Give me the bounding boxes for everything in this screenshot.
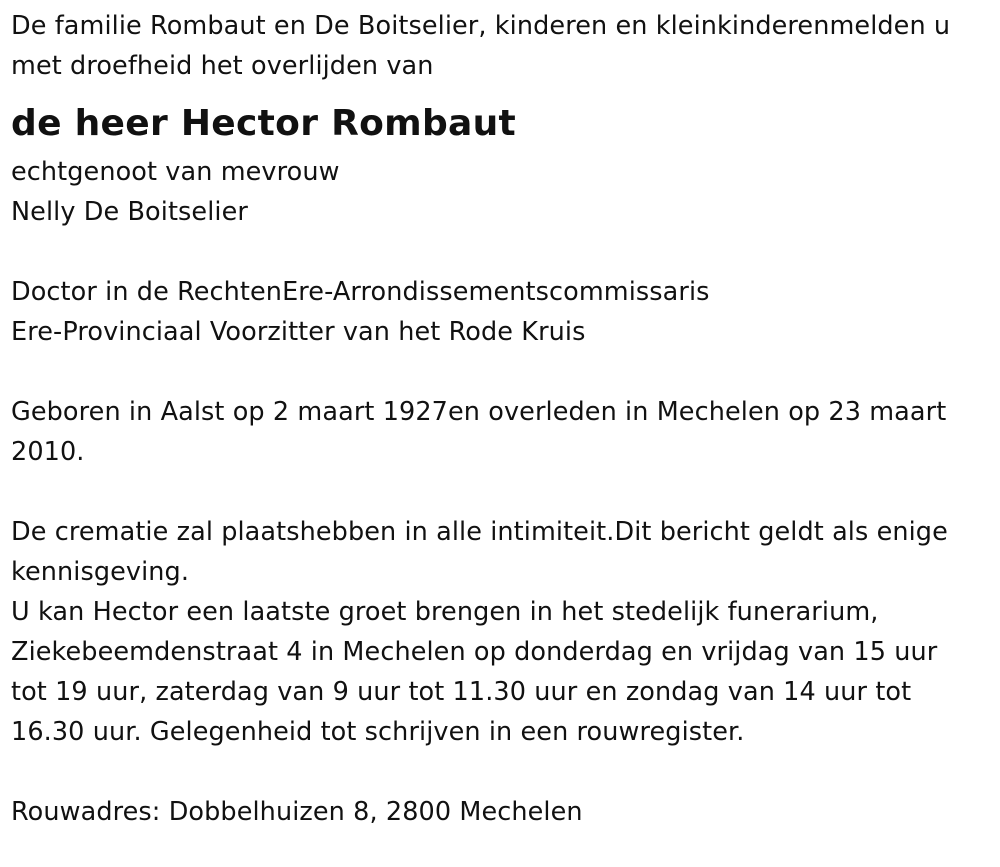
ceremony-line: 16.30 uur. Gelegenheid tot schrijven in een rouwregister. (11, 717, 745, 747)
ceremony-line: Ziekebeemdenstraat 4 in Mechelen op donderdag en vrijdag van 15 uur (11, 637, 938, 667)
obituary-notice (11, 6, 991, 832)
ceremony-line: kennisgeving. (11, 557, 190, 587)
title-line: Doctor in de RechtenEre-Arrondissementscommissaris (11, 277, 710, 307)
spacer (11, 752, 991, 792)
birth-death-line: 2010. (11, 437, 85, 467)
spacer (11, 352, 991, 392)
spouse-line: echtgenoot van mevrouw (11, 157, 340, 187)
spacer (11, 472, 991, 512)
intro-line: met droefheid het overlijden van (11, 51, 434, 81)
ceremony-line: De crematie zal plaatshebben in alle intimiteit.Dit bericht geldt als enige (11, 517, 948, 547)
intro-text (11, 6, 991, 86)
mourning-address: Rouwadres: Dobbelhuizen 8, 2800 Mechelen (11, 797, 583, 827)
birth-death-text (11, 392, 991, 472)
deceased-name: de heer Hector Rombaut (11, 103, 517, 144)
ceremony-line: tot 19 uur, zaterdag van 9 uur tot 11.30 uur en zondag van 14 uur tot (11, 677, 912, 707)
birth-death-line: Geboren in Aalst op 2 maart 1927en overleden in Mechelen op 23 maart (11, 397, 947, 427)
ceremony-line: U kan Hector een laatste groet brengen in het stedelijk funerarium, (11, 597, 879, 627)
titles-text (11, 272, 991, 352)
spacer (11, 232, 991, 272)
spouse-text (11, 152, 991, 232)
spouse-line: Nelly De Boitselier (11, 197, 248, 227)
ceremony-text (11, 512, 991, 752)
title-line: Ere-Provinciaal Voorzitter van het Rode Kruis (11, 317, 586, 347)
intro-line: De familie Rombaut en De Boitselier, kinderen en kleinkinderenmelden u (11, 11, 951, 41)
